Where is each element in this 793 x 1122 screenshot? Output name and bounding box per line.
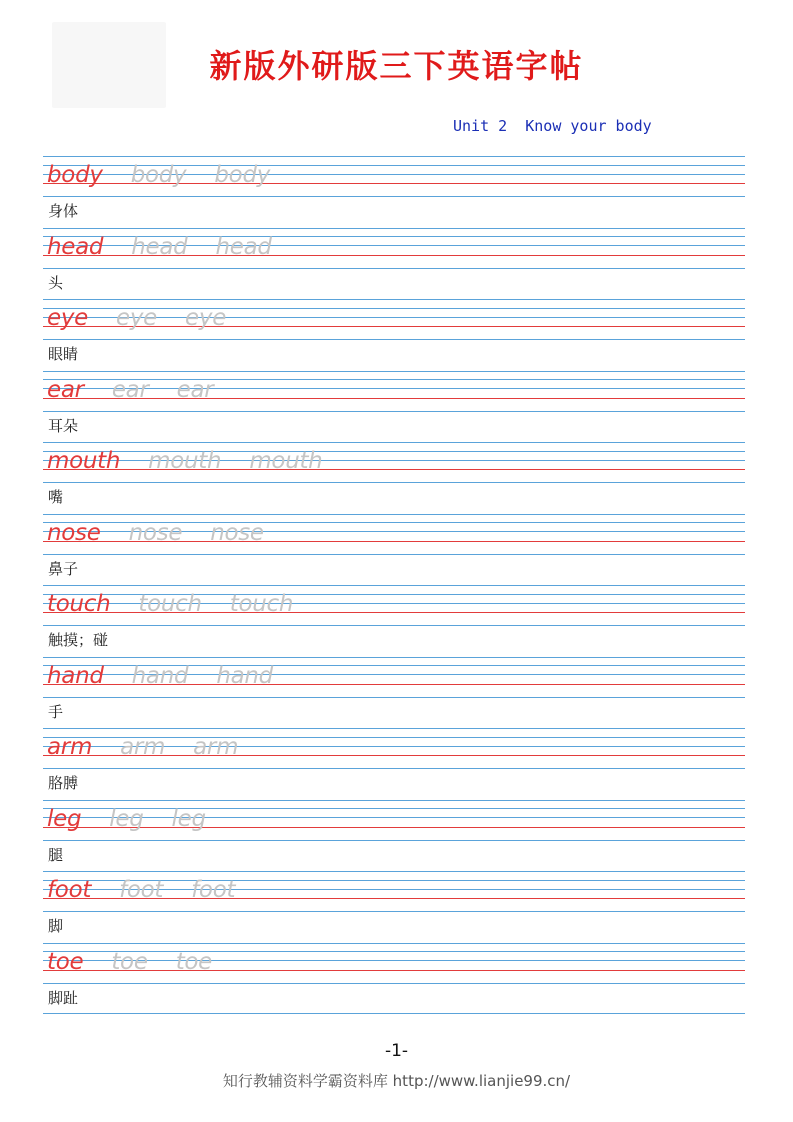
word-meaning: 耳朵	[48, 416, 79, 435]
trace-word: head	[215, 233, 272, 260]
word-row	[43, 657, 745, 729]
model-word: ear	[47, 376, 84, 403]
word-meaning: 脚	[48, 917, 64, 935]
guide-line	[43, 911, 745, 912]
word-row	[43, 442, 745, 514]
trace-word: head	[131, 233, 188, 260]
word-row	[43, 371, 745, 443]
trace-word: body	[130, 162, 187, 188]
trace-word: toe	[111, 948, 148, 975]
word-row	[43, 228, 745, 300]
word-meaning: 腿	[48, 845, 64, 864]
word-meaning: 身体	[48, 202, 79, 220]
model-word: nose	[47, 519, 101, 546]
word-practice	[47, 444, 322, 474]
word-meaning: 头	[48, 273, 64, 292]
guide-line	[43, 339, 745, 340]
word-row	[43, 800, 745, 872]
unit-subtitle: Unit 2 Know your body	[453, 117, 652, 135]
guide-line	[43, 514, 745, 515]
trace-word: ear	[111, 376, 149, 403]
word-practice	[47, 158, 270, 188]
guide-line	[43, 657, 745, 658]
guide-line	[43, 228, 745, 229]
word-practice	[47, 802, 206, 832]
guide-line	[43, 442, 745, 443]
trace-word: nose	[128, 519, 183, 546]
guide-line	[43, 943, 745, 944]
trace-word: arm	[120, 734, 166, 760]
word-practice	[47, 873, 235, 903]
guide-line	[43, 482, 745, 483]
copybook-sheet	[43, 156, 745, 1015]
guide-line	[43, 697, 745, 698]
word-meaning: 手	[48, 702, 64, 721]
trace-word: hand	[216, 662, 273, 689]
word-practice	[47, 730, 238, 760]
trace-word: foot	[119, 877, 164, 903]
guide-line	[43, 840, 745, 841]
guide-line	[43, 625, 745, 626]
word-row	[43, 156, 745, 228]
guide-line	[43, 768, 745, 769]
guide-line	[43, 156, 745, 157]
guide-line	[43, 299, 745, 300]
model-word: mouth	[47, 448, 121, 474]
trace-word: eye	[116, 305, 158, 331]
word-practice	[47, 373, 213, 403]
trace-word: body	[214, 162, 271, 188]
word-practice	[47, 659, 273, 689]
word-row	[43, 871, 745, 943]
guide-line	[43, 268, 745, 269]
word-meaning: 眼睛	[48, 345, 79, 363]
word-row	[43, 728, 745, 800]
guide-line	[43, 871, 745, 872]
model-word: touch	[47, 591, 111, 617]
model-word: foot	[47, 877, 92, 903]
trace-word: ear	[176, 376, 214, 403]
guide-line	[43, 585, 745, 586]
trace-word: leg	[171, 805, 206, 832]
guide-line	[43, 411, 745, 412]
word-practice	[47, 945, 212, 975]
guide-line	[43, 983, 745, 984]
trace-word: touch	[229, 591, 294, 617]
trace-word: touch	[138, 591, 202, 617]
trace-word: nose	[210, 519, 264, 546]
trace-word: arm	[193, 734, 239, 760]
word-row	[43, 514, 745, 586]
trace-word: foot	[191, 877, 236, 903]
trace-word: hand	[131, 662, 189, 689]
word-row	[43, 943, 745, 1015]
model-word: eye	[47, 305, 89, 331]
footer-source: 知行教辅资料学霸资料库 http://www.lianjie99.cn/	[222, 1072, 571, 1090]
model-word: head	[47, 233, 104, 260]
model-word: arm	[47, 734, 93, 760]
model-word: hand	[47, 662, 104, 689]
guide-line	[43, 554, 745, 555]
guide-line	[43, 1013, 745, 1014]
page-title: 新版外研版三下英语字帖	[209, 47, 584, 85]
trace-word: leg	[109, 805, 144, 832]
word-practice	[47, 516, 264, 546]
trace-word: mouth	[148, 448, 222, 474]
model-word: leg	[47, 805, 82, 832]
word-practice	[47, 587, 293, 617]
guide-line	[43, 371, 745, 372]
trace-word: mouth	[249, 448, 323, 474]
guide-line	[43, 196, 745, 197]
trace-word: toe	[175, 948, 213, 975]
guide-line	[43, 728, 745, 729]
model-word: body	[47, 162, 103, 188]
model-word: toe	[47, 948, 84, 975]
word-practice	[47, 301, 226, 331]
word-meaning: 触摸；碰	[48, 631, 109, 649]
word-meaning: 胳膊	[48, 774, 79, 792]
page-number: -1-	[384, 1041, 409, 1061]
word-practice	[47, 230, 272, 260]
word-meaning: 鼻子	[48, 559, 79, 578]
trace-word: eye	[185, 305, 227, 331]
word-meaning: 嘴	[48, 488, 64, 506]
word-meaning: 脚趾	[48, 988, 79, 1007]
word-row	[43, 299, 745, 371]
guide-line	[43, 800, 745, 801]
word-row	[43, 585, 745, 657]
